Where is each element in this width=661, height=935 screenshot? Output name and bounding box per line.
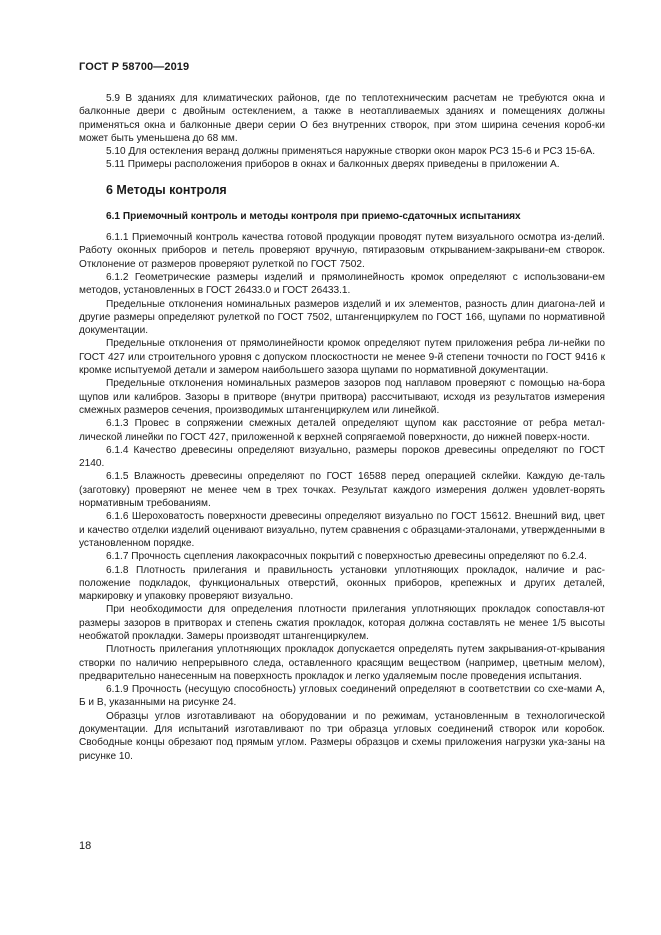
paragraph-6-1-6: 6.1.6 Шероховатость поверхности древесины определяют визуально по ГОСТ 15612. Внешний вид, цвет и качество отделки изделий оценивают визуально, путем сравнения с образцами-эталонами, утвержденными в установленном порядке. [79,511,605,549]
paragraph-6-1-2: 6.1.2 Геометрические размеры изделий и прямолинейность кромок определяют с использовани-ем методов, установленных в ГОСТ 26433.0 и ГОСТ 26433.1. [79,271,605,297]
paragraph-6-1-1: 6.1.1 Приемочный контроль качества готовой продукции проводят путем визуального осмотра из-делий. Работу оконных приборов и петель проверяют вручную, пятиразовым открыванием-закрывани-ем створок. Отклонение от размеров проверяют рулеткой по ГОСТ 7502. [79,232,605,270]
paragraph-5-10: 5.10 Для остекления веранд должны применяться наружные створки окон марок РС3 15-6 и РС3 15-6А. [106,146,595,158]
paragraph-5-11: 5.11 Примеры расположения приборов в окнах и балконных дверях приведены в приложении А. [106,159,560,171]
paragraph-samples: Образцы углов изготавливают на оборудовании и по режимам, установленным в технологической документации. Для испытаний изготавливают по три образца угловых соединений створок или коробок. Свободные концы обрезают под прямым углом. Размеры образцов и схемы приложения нагрузки ука-заны на рисунке 10. [79,710,605,762]
paragraph-seal-gap: При необходимости для определения плотности прилегания уплотняющих прокладок сопоставля-ют размеры зазоров в притворах и степень сжатия прокладок, которая должна составлять не менее 1/5 высоты необжатой прокладки. Замеры производят штангенциркулем. [79,604,605,642]
paragraph-dimensions: Предельные отклонения номинальных размеров изделий и их элементов, разность длин диагона-лей и другие размеры определяют рулеткой по ГОСТ 7502, штангенциркулем по ГОСТ 166, щупами по нормативной документации. [79,298,605,337]
paragraph-6-1-7: 6.1.7 Прочность сцепления лакокрасочных покрытий с поверхностью древесины определяют по 6.2.4. [106,551,587,563]
subsection-heading: 6.1 Приемочный контроль и методы контроля при приемо-сдаточных испытаниях [106,210,521,222]
paragraph-seal-fit: Плотность прилегания уплотняющих прокладок допускается определять путем закрывания-от-крывания створки по наличию непрерывного следа, оставленного красящим веществом (например, цветным мелом), предварительно нанесенным на поверхность прокладок и легко удаляемым после проведения испытания. [79,644,605,682]
paragraph-gaps: Предельные отклонения номинальных размеров зазоров под наплавом проверяют с помощью на-бора щупов или калибров. Зазоры в притворе (внутри притвора) рассчитывают, исходя из результатов измерения смежных размеров сечения, производимых штангенциркулем или линейкой. [79,378,605,416]
paragraph-6-1-4: 6.1.4 Качество древесины определяют визуально, размеры пороков древесины определяют по ГОСТ 2140. [79,444,605,470]
document-body [79,92,605,763]
paragraph-6-1-8: 6.1.8 Плотность прилегания и правильность установки уплотняющих прокладок, наличие и рас-положение подкладок, функциональных отверстий, оконных приборов, крепежных и других деталей, маркировку и упаковку проверяют визуально. [79,564,605,603]
paragraph-5-9: 5.9 В зданиях для климатических районов, где по теплотехническим расчетам не требуются окна и балконные двери с двойным остеклением, а также в неотапливаемых зданиях и помещениях должны применяться окна и балконные двери серии О без внутренних створок, при этом ширина сечения короб-ки может быть уменьшена до 68 мм. [79,93,605,144]
paragraph-straightness: Предельные отклонения от прямолинейности кромок определяют путем приложения ребра ли-нейки по ГОСТ 427 или строительного уровня с допуском плоскостности не менее 9-й степени точности по ГОСТ 9416 к кромке испытуемой детали и замером наибольшего зазора щупами по нормативной документации. [79,338,605,377]
page-number: 18 [79,840,92,852]
document-code-header: ГОСТ Р 58700—2019 [79,61,190,73]
paragraph-6-1-5: 6.1.5 Влажность древесины определяют по ГОСТ 16588 перед операцией склейки. Каждую де-таль (заготовку) проверяют не менее чем в трех точках. Результат каждого измерения должен удовлет-ворять нормативным требованиям. [79,471,605,510]
paragraph-6-1-9: 6.1.9 Прочность (несущую способность) угловых соединений определяют в соответствии со схе-мами А, Б и В, указанными на рисунке 24. [79,684,605,709]
paragraph-6-1-3: 6.1.3 Провес в сопряжении смежных деталей определяют щупом как расстояние от ребра метал-лической линейки по ГОСТ 427, приложенной к верхней сопрягаемой поверхности, до нижней поверх-ности. [79,418,605,443]
section-heading: 6 Методы контроля [106,182,227,197]
